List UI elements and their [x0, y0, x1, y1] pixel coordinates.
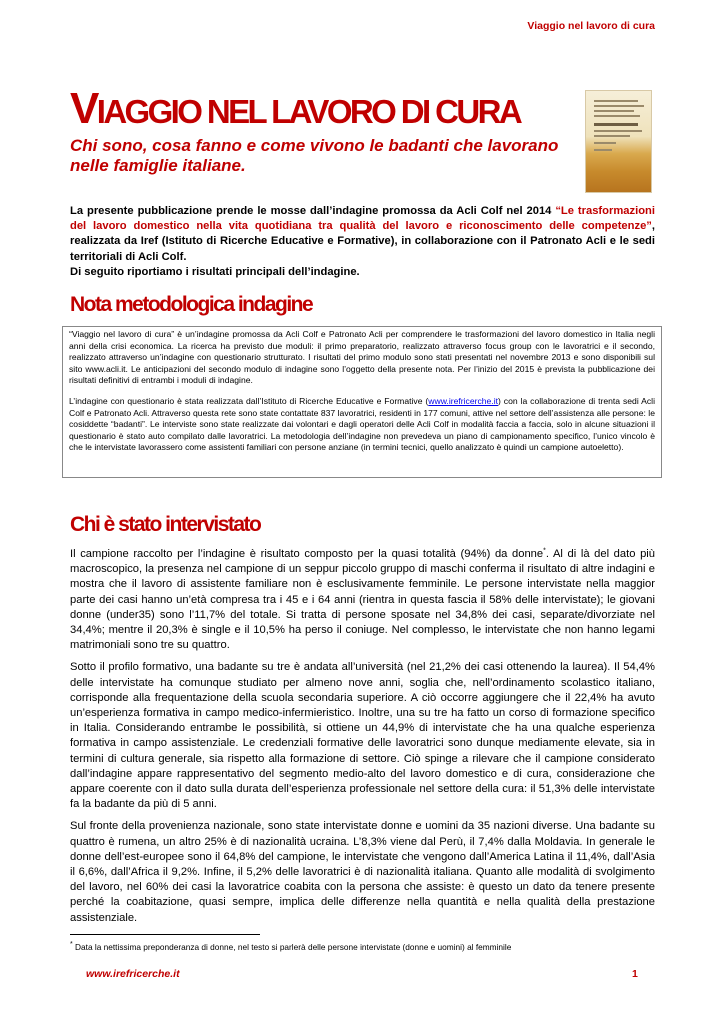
cover-text-line [594, 115, 640, 117]
intro-paragraph [70, 204, 655, 280]
title-rest: IAGGIO NEL LAVORO DI CURA [96, 93, 521, 130]
document-title [70, 84, 520, 134]
body-text-run: . Al di là del dato più macroscopico, la presenza nel campione di un seppur piccolo gruppo di maschi conferma il risultato di altre indagini e mostra che il lavoro di assistente familiare non è esclusivamente femminile. Le persone intervistate nella maggior parte dei casi hanno un’età compresa tra i 45 e i 64 anni (rientra in questa fascia il 58% delle intervistate); le giovani donne (under35) sono l’11,7% del totale. Si tratta di persone sposate nel 34,8% dei casi, separate/divorziate nel 34,4%; mentre il 20,3% è single e il 10,5% ha perso il coniuge. Nel complesso, le intervistate che non hanno legami matrimoniali sono tre su quattro. [70, 548, 655, 652]
cover-text-line [594, 110, 634, 112]
running-header: Viaggio nel lavoro di cura [527, 20, 655, 32]
footnote-separator [70, 934, 260, 935]
book-cover-image [585, 90, 652, 193]
methodology-text: ) con la collaborazione di trenta sedi Acli Colf e Patronato Acli. Attraverso questa rete sono state contattate 837 lavoratrici, residenti in 177 comuni, attive nel settore dell’assistenza alle persone: le cosiddette “badanti”. Le interviste sono state realizzate dai volontari e dagli operatori delle Acli Colf in modalità faccia a faccia, solo in alcune situazioni il questionario è stato auto compilato dalle lavoratrici. La metodologia dell’indagine non prevedeva un piano di campionamento specifico, l’unico vincolo è che le intervistate lavorassero come assistenti familiari con persone anziane (in termini tecnici, quello analizzato è quindi un campione autoeletto). [69, 395, 656, 453]
cover-title-line [594, 123, 638, 126]
page-number: 1 [632, 968, 638, 980]
iref-link[interactable]: www.irefricerche.it [428, 395, 499, 406]
footnote [70, 942, 655, 953]
footnote-reference[interactable]: * [543, 547, 546, 555]
footer-url-link[interactable]: www.irefricerche.it [86, 968, 180, 980]
section-title-methodology: Nota metodologica indagine [70, 293, 313, 316]
title-initial: V [70, 84, 97, 133]
methodology-paragraph [69, 396, 655, 454]
footnote-text: Data la nettissima preponderanza di donne, nel testo si parlerà delle persone intervistate (donne e uomini) al femminile [72, 942, 512, 952]
body-text-run: Il campione raccolto per l’indagine è risultato composto per la quasi totalità (94%) da donne [70, 548, 544, 560]
survey-title-highlight: “Le trasformazioni del lavoro domestico nella vita quotidiana tra qualità del lavoro e riconoscimento delle competenze” [70, 205, 655, 233]
cover-text-line [594, 105, 644, 107]
intro-text: La presente pubblicazione prende le mosse dall’indagine promossa da Acli Colf nel 2014 [70, 205, 556, 217]
intro-text: Di seguito riportiamo i risultati principali dell’indagine. [70, 265, 360, 278]
body-paragraph [70, 547, 655, 653]
cover-text-line [594, 135, 630, 137]
footnote-mark: * [70, 941, 73, 949]
methodology-text: L’indagine con questionario è stata realizzata dall’Istituto di Ricerche Educative e Formative ( [69, 395, 429, 406]
cover-text-line [594, 130, 642, 132]
section-title-interviewed: Chi è stato intervistato [70, 513, 261, 536]
body-paragraph: Sotto il profilo formativo, una badante su tre è andata all’università (nel 21,2% dei casi ottenendo la laurea). Il 54,4% delle intervistate ha comunque studiato per almeno nove anni, soglia che, nell’ordinamento scolastico italiano, corrisponde alla frequentazione della scuola secondaria superiore. A ciò occorre aggiungere che il 22,4% ha avuto un’esperienza formativa in campo medico-infermieristico. Inoltre, una su tre ha fatto un corso di formazione specifico in Italia. Considerando entrambe le possibilità, si ottiene un 44,9% di intervistate che ha una qualche esperienza formativa in campo assistenziale. Le credenziali formative delle lavoratrici sono dunque mediamente elevate, sia in termini di cultura generale, sia rispetto alla formazione di settore. Ciò spinge a rilevare che il campione considerato dall’indagine appare rappresentativo del segmento medio-alto del lavoro domestico e di cura, considerazione che appare coerente con il dato sulla durata dell’esperienza professionale nel settore della cura: il 51,3% delle intervistate fa la badante da più di 5 anni. [70, 661, 655, 811]
body-text [70, 547, 655, 933]
body-paragraph: Sul fronte della provenienza nazionale, sono state intervistate donne e uomini da 35 nazioni diverse. Una badante su quattro è rumena, un altro 25% è di nazionalità ucraina. L’8,3% viene dal Perù, il 7,4% dalla Moldavia. In generale le donne dell’est-europee sono il 64,8% del campione, le intervistate che vengono dall’America Latina il 11,4%, dall’Asia il 6,6%, dall’Africa il 9,2%. Infine, il 5,2% delle lavoratrici è di nazionalità italiana. Quanto alle modalità di svolgimento del lavoro, nel 60% dei casi la lavoratrice coabita con la persona che assiste: è questo un dato da tenere presente perché la coabitazione, quasi sempre, implica delle differenze nella quantità e nella qualità della prestazione assistenziale. [70, 820, 655, 924]
cover-text-line [594, 149, 612, 151]
cover-text-line [594, 142, 616, 144]
intro-text: , realizzata da Iref (Istituto di Ricerche Educative e Formative), in collaborazione con il Patronato Acli e le sedi territoriali di Acli Colf. [70, 220, 655, 263]
cover-text-line [594, 100, 638, 102]
methodology-box [62, 326, 662, 478]
document-subtitle: Chi sono, cosa fanno e come vivono le badanti che lavorano nelle famiglie italiane. [70, 136, 559, 175]
methodology-paragraph: “Viaggio nel lavoro di cura” è un’indagine promossa da Acli Colf e Patronato Acli per comprendere le trasformazioni del lavoro domestico in Italia negli anni della crisi economica. La ricerca ha previsto due moduli: il primo preparatorio, realizzato attraverso focus group con le lavoratrici e il secondo, realizzato attraverso un’indagine con questionario strutturato. I risultati del primo modulo sono stati presentati nel novembre 2013 e sono disponibili sul sito www.acli.it. Le anticipazioni del secondo modulo di indagine sono l’oggetto della presente nota. Per l’inizio del 2015 è prevista la pubblicazione dei risultati definitivi di entrambi i moduli di indagine. [69, 329, 655, 386]
